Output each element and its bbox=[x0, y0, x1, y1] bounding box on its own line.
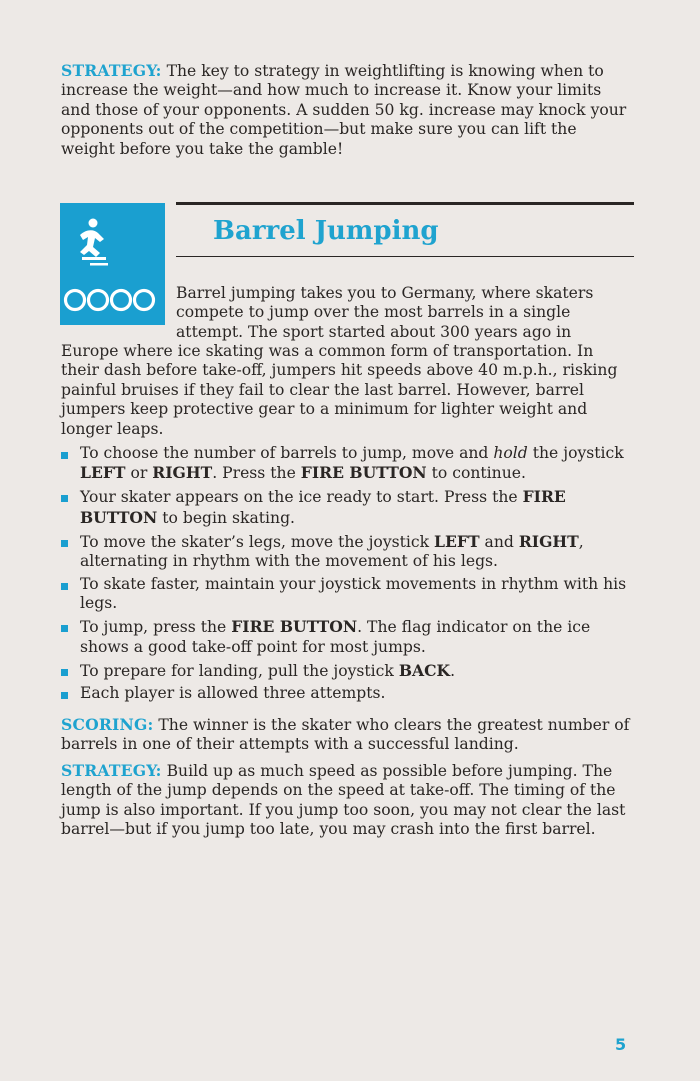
scoring-label: SCORING: bbox=[61, 715, 154, 734]
item-text: or bbox=[125, 464, 153, 483]
item-text: To jump, press the bbox=[80, 618, 232, 637]
item-text: . Press the bbox=[212, 464, 301, 483]
scoring-text: The winner is the skater who clears the greatest number of barrels in one of their attempts with a successful landing. bbox=[61, 716, 630, 754]
bullet-square-icon bbox=[61, 625, 68, 632]
item-keyword: RIGHT bbox=[518, 531, 579, 551]
item-emphasis: hold bbox=[493, 444, 528, 462]
item-text: To move the skater’s legs, move the joystick bbox=[80, 532, 435, 551]
item-text: To prepare for landing, pull the joystick bbox=[80, 661, 399, 680]
item-text: the joystick bbox=[527, 444, 624, 462]
strategy-label: STRATEGY: bbox=[61, 61, 162, 80]
bullet-square-icon bbox=[61, 583, 68, 590]
item-keyword: LEFT bbox=[434, 531, 480, 551]
title-rule-top bbox=[176, 202, 634, 205]
bullet-square-icon bbox=[61, 669, 68, 676]
title-rule-bottom bbox=[176, 256, 634, 257]
instruction-list bbox=[61, 444, 636, 707]
item-text: Each player is allowed three attempts. bbox=[80, 684, 386, 703]
item-text: To skate faster, maintain your joystick movements in rhythm with his legs. bbox=[80, 574, 627, 613]
strategy-label: STRATEGY: bbox=[61, 761, 162, 780]
item-keyword: BACK bbox=[398, 660, 451, 680]
barrel-jumping-logo bbox=[60, 203, 165, 325]
item-text: , alternating in rhythm with the movement of his legs. bbox=[80, 532, 584, 571]
list-item bbox=[61, 487, 636, 528]
item-text: . bbox=[450, 661, 456, 680]
strategy-text: The key to strategy in weightlifting is knowing when to increase the weight—and how much to increase it. Know your limits and those of your opponents. A sudden 50 kg. increase may knock your opponents out of the competition—but make sure you can lift the weight before you take the gamble! bbox=[61, 62, 627, 158]
page-number: 5 bbox=[615, 1035, 627, 1054]
item-text: To choose the number of barrels to jump, move and bbox=[80, 444, 494, 462]
intro-paragraph-part-1: Barrel jumping takes you to Germany, where skaters compete to jump over the most barrels in a single attempt. The sport started about 300 years ago in bbox=[176, 284, 594, 341]
bullet-square-icon bbox=[61, 452, 68, 459]
list-item bbox=[61, 661, 636, 681]
item-keyword: LEFT bbox=[80, 463, 126, 483]
item-keyword: FIRE BUTTON bbox=[80, 487, 566, 527]
strategy-paragraph-barrel bbox=[61, 761, 631, 840]
item-keyword: RIGHT bbox=[152, 463, 213, 483]
bullet-square-icon bbox=[61, 540, 68, 547]
scoring-paragraph bbox=[61, 715, 631, 755]
strategy-paragraph-weightlifting bbox=[61, 61, 631, 159]
list-item bbox=[61, 684, 636, 703]
bullet-square-icon bbox=[61, 692, 68, 699]
item-keyword: FIRE BUTTON bbox=[231, 617, 358, 637]
list-item bbox=[61, 575, 636, 614]
section-title: Barrel Jumping bbox=[213, 216, 439, 246]
intro-paragraph-part-2: Europe where ice skating was a common form of transportation. In their dash before take-off, jumpers hit speeds above 40 m.p.h., risking painful bruises if they fail to clear the last barrel. However, barrel jumpers keep protective gear to a minimum for lighter weight and longer leaps. bbox=[61, 342, 618, 438]
item-text: to begin skating. bbox=[157, 508, 296, 527]
item-text: to continue. bbox=[426, 464, 526, 483]
item-text: . The flag indicator on the ice shows a good take-off point for most jumps. bbox=[80, 618, 591, 656]
item-text: and bbox=[479, 532, 519, 551]
list-item bbox=[61, 444, 636, 484]
item-keyword: FIRE BUTTON bbox=[300, 463, 427, 483]
list-item bbox=[61, 532, 636, 572]
skater-icon bbox=[60, 203, 165, 325]
item-text: Your skater appears on the ice ready to start. Press the bbox=[80, 488, 523, 507]
strategy-text: Build up as much speed as possible before jumping. The length of the jump depends on the speed at take-off. The timing of the jump is also important. If you jump too soon, you may not clear the last barrel—but if you jump too late, you may crash into the first barrel. bbox=[61, 762, 626, 839]
list-item bbox=[61, 617, 636, 657]
bullet-square-icon bbox=[61, 495, 68, 502]
